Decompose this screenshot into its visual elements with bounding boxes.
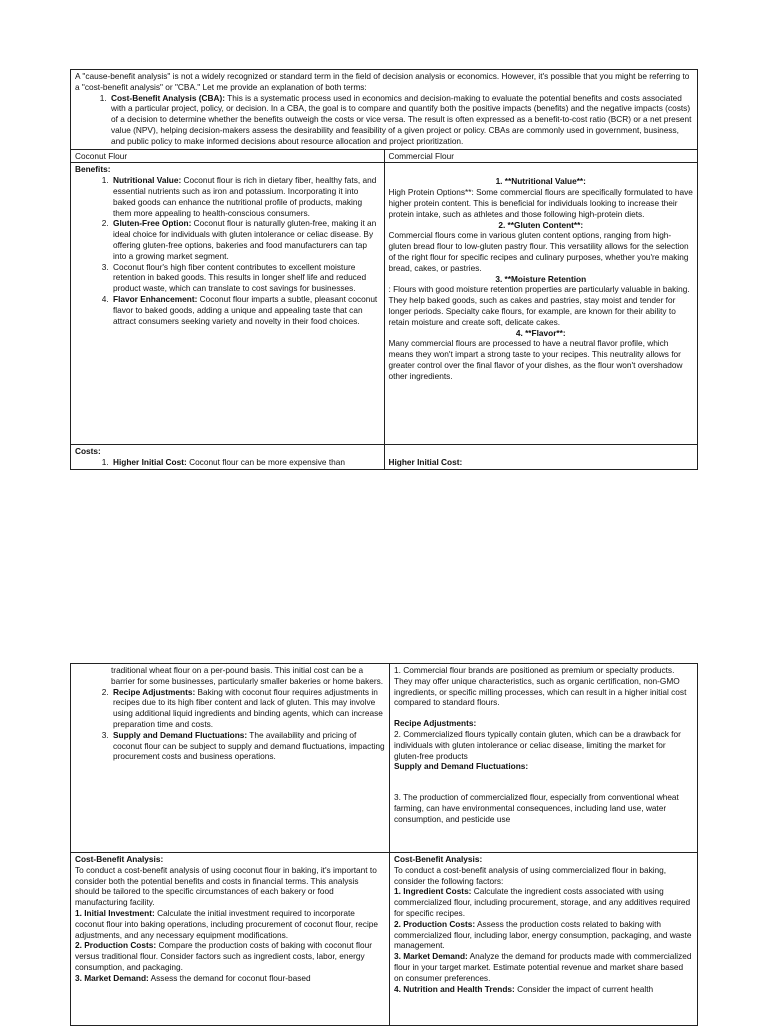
page-1-table xyxy=(70,69,698,470)
cost-right-title: Higher Initial Cost: xyxy=(388,457,463,468)
costs-right-cell-page1 xyxy=(384,445,698,470)
cost-item: 2. Recipe Adjustments: Baking with coconut flour requires adjustments in recipes due to its high fiber content and lack of gluten. This may involve using additional liquid ingredients and binding agents, which can increase preparation time and costs. xyxy=(111,687,385,730)
cba-left-item: 1. Initial Investment: Calculate the initial investment required to incorporate coconut flour into baking operations, including procurement of coconut flour, recipe adjustments, and any necessary equipment modifications. xyxy=(75,907,379,940)
cost-item: 3. Supply and Demand Fluctuations: The availability and pricing of coconut flour can be subject to supply and demand fluctuations, impacting procurement costs and business operations. xyxy=(111,730,385,762)
benefit-heading: 2. **Gluten Content**: xyxy=(498,219,584,230)
intro-item-cba: 1. Cost-Benefit Analysis (CBA): This is a systematic process used in economics and decision-making to evaluate the potential benefits and costs associated with a particular project, policy, or decision. In a CBA, the goal is to compare and quantify both the positive impacts (benefits) and the negative impacts (costs) of a decision to determine whether the benefits outweigh the costs or vice versa. The result is often expressed as a benefit-to-cost ratio (BCR) or a net present value (NPV), helping decision-makers assess the desirability and feasibility of a given project or policy. CBAs are commonly used in government, business, and public policy to make informed decisions about resource allocation and project prioritization. xyxy=(109,93,693,147)
cost-item: 1. Higher Initial Cost: Coconut flour can be more expensive than xyxy=(111,457,380,468)
benefit-heading: 1. **Nutritional Value**: xyxy=(495,176,586,187)
benefit-text: : Flours with good moisture retention properties are particularly valuable in baking. They help baked goods, such as cakes and pastries, stay moist and tender for longer periods. Specialty cake flours, for example, are known for their ability to retain moisture and create soft, delicate cakes. xyxy=(388,284,690,327)
header-coconut-flour: Coconut Flour xyxy=(71,149,385,163)
benefit-item: 4. Flavor Enhancement: Coconut flour imparts a subtle, pleasant coconut flavor to baked goods, adding a unique and appealing taste that can attract consumers seeking variety and novelty in their food choices. xyxy=(111,294,380,326)
cba-left-item: 2. Production Costs: Compare the production costs of baking with coconut flour versus traditional flour. Consider factors such as ingredient costs, labor, energy consumption, and packaging. xyxy=(75,940,372,972)
cba-right-item: 4. Nutrition and Health Trends: Consider the impact of current health xyxy=(394,983,654,994)
cba-right-item: 1. Ingredient Costs: Calculate the ingredient costs associated with using commercialized flour, including procurement, storage, and any additives required for specific recipes. xyxy=(394,886,691,918)
cost-right-text: 3. The production of commercialized flour, especially from conventional wheat farming, can have environmental consequences, including land use, water consumption, and pesticide use xyxy=(394,792,679,824)
benefit-heading: 4. **Flavor**: xyxy=(515,327,566,338)
benefit-heading: 3. **Moisture Retention xyxy=(495,273,587,284)
cba-left-intro: To conduct a cost-benefit analysis of using coconut flour in baking, it's important to consider both the potential benefits and costs in financial terms. This analysis should be tailored to the specific circumstances of each bakery or food manufacturing facility. xyxy=(75,864,377,908)
cba-right-item: 2. Production Costs: Assess the production costs related to baking with commercialized flour, including labor, energy consumption, packaging, and waste management. xyxy=(394,918,692,951)
benefit-text: High Protein Options**: Some commercial flours are specifically formulated to have higher protein content. This is beneficial for individuals looking to increase their protein intake, such as athletes and those following high-protein diets. xyxy=(388,187,693,219)
cba-right-title: Cost-Benefit Analysis: xyxy=(394,854,483,864)
cost-item-continued: traditional wheat flour on a per-pound basis. This initial cost can be a barrier for some businesses, particularly smaller bakeries or home bakers. xyxy=(111,665,384,686)
cba-right-item: 3. Market Demand: Analyze the demand for products made with commercialized flour in your target market. Estimate potential revenue and market share based on consumer preferences. xyxy=(394,951,692,983)
cost-right-text: 1. Commercial flour brands are positioned as premium or specialty products. They may offer unique characteristics, such as organic certification, non-GMO ingredients, or specific milling processes, which can result in a higher initial cost compared to standard flours. xyxy=(394,665,687,708)
benefit-text: Many commercial flours are processed to have a neutral flavor profile, which means they won't impart a strong taste to your recipes. This neutrality allows for greater control over the final flavor of your dishes, as the flour won't overshadow other ingredients. xyxy=(388,338,683,381)
intro-paragraph: A "cause-benefit analysis" is not a widely recognized or standard term in the field of decision analysis or economics. However, it's possible that you might be referring to a "cost-benefit analysis" or "CBA." Let me provide an explanation of both terms: xyxy=(75,71,690,92)
benefits-right-cell xyxy=(384,163,698,445)
benefit-item: 1. Nutritional Value: Coconut flour is rich in dietary fiber, healthy fats, and essential nutrients such as iron and potassium. Incorporating it into baked goods can enhance the nutritional profile of products, making them more appealing to health-conscious consumers. xyxy=(111,175,380,218)
cost-right-subtitle: Recipe Adjustments: xyxy=(394,718,477,729)
benefit-text: Commercial flours come in various gluten content options, ranging from high-gluten bread flour to low-gluten pastry flour. This versatility allows for the selection of the right flour for specific recipes and culinary purposes, whether you're making bread, cakes, or pastries. xyxy=(388,230,689,273)
cba-left-title: Cost-Benefit Analysis: xyxy=(75,854,164,864)
cost-right-subtitle: Supply and Demand Fluctuations: xyxy=(394,761,529,772)
cost-right-text: 2. Commercialized flours typically contain gluten, which can be a drawback for individuals with gluten intolerance or celiac disease, limiting the market for gluten-free products xyxy=(394,728,681,761)
header-commercial-flour: Commercial Flour xyxy=(384,149,698,163)
benefits-label: Benefits: xyxy=(75,164,111,175)
cba-left-cell xyxy=(71,853,390,1026)
benefit-item: 2. Gluten-Free Option: Coconut flour is naturally gluten-free, making it an ideal choice for individuals with gluten intolerance or celiac disease. By offering gluten-free options, bakeries and food manufacturers can tap into a growing market segment. xyxy=(111,218,380,261)
costs-left-cell-page1 xyxy=(71,445,385,470)
benefit-item: 3. Coconut flour's high fiber content contributes to excellent moisture retention in baked goods. This results in longer shelf life and reduced product waste, which can translate to cost savings for businesses. xyxy=(111,262,380,294)
cba-right-intro: To conduct a cost-benefit analysis of using commercialized flour in baking, consider the following factors: xyxy=(394,864,667,886)
intro-cell xyxy=(71,70,698,150)
costs-right-cell-page2 xyxy=(390,664,698,853)
benefits-left-cell xyxy=(71,163,385,445)
costs-left-cell-page2 xyxy=(71,664,390,853)
cba-right-cell xyxy=(390,853,698,1026)
cba-left-item: 3. Market Demand: Assess the demand for coconut flour-based xyxy=(75,972,311,983)
page-2-table xyxy=(70,663,698,1026)
costs-label: Costs: xyxy=(75,446,101,457)
